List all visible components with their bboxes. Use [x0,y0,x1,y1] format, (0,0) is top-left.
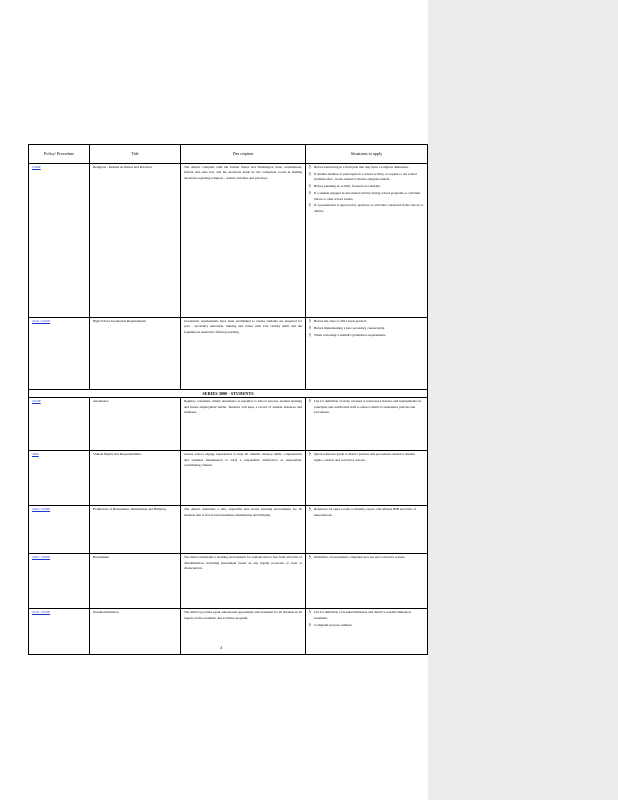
policy-description: The district provides equal educational opportunity and treatment for all students in all aspects of the academic and activities program. [181,609,306,655]
policy-link[interactable]: 3210 / 3210P [32,610,51,615]
comments-pane [428,0,618,800]
situation-item: § Before the class of 2021 starts grade 9. [309,319,424,324]
policy-description: The district maintains a learning environment for students that is free from all forms of discrimination, including harassment based on any legally protected or class or characteristic. [181,554,306,609]
policy-number-cell [29,554,90,609]
policy-number-cell [29,451,90,506]
policy-number-cell [29,164,90,318]
policy-table [28,144,428,655]
table-header-row [29,145,428,164]
policy-title: High School Graduation Requirements [90,318,181,390]
table-row [29,506,428,554]
situation-item: § If a student engages in devotional activity during school programs or activities before or after school events. [309,191,424,202]
situation-item: § If a presentation is approved by practices or activities conducted in the school or district. [309,203,424,214]
policy-title: Student Rights and Responsibilities [90,451,181,506]
policy-description: The district maintains a safe, respectful and secure learning environment for all students that is free from harassment, intimidation and bullying. [181,506,306,554]
policy-description: Regular, consistent, timely attendance is essential to school success, student learning and future employment habits. Teachers will keep a record of student absences and tardiness. [181,398,306,451]
policy-link[interactable]: 3205 / 3205P [32,555,51,560]
policy-number-cell [29,609,90,655]
policy-number-cell [29,398,90,451]
policy-title: Prohibition of Harassment, Intimidation and Bullying [90,506,181,554]
situations-cell [306,609,428,655]
policy-number-cell [29,506,90,554]
situation-item: § If student declines to participate in a school activity or request to use school facilities after - hours related to his/her religious beliefs. [309,172,424,183]
header-situations: Situations to apply [306,145,428,164]
table-row [29,318,428,390]
situations-cell [306,451,428,506]
situation-item: § List for definition of nondiscrimination and district's nondiscrimination statement. [309,610,424,621]
policy-link[interactable]: 3122P [32,399,41,404]
situation-item: § Quick reference guide to district policies and procedures related to student rights, conduct and corrective actions. [309,452,424,463]
situation-item: § Before implementing a new secondary course/study. [309,326,424,331]
policy-link[interactable]: 3204 / 3204P [32,507,51,512]
table-row [29,164,428,318]
policy-title: Harassment [90,554,181,609]
series-label: SERIES 3000 - STUDENTS [29,390,428,398]
policy-description: Assure school engage experiences to help all students develop skills, competencies and attitudes fundamental to early a responsible satisfaction as responsible, contributing citizens. [181,451,306,506]
situation-item: § Complaint process outlined. [309,623,424,628]
policy-number-cell [29,318,90,390]
situation-item: § Before planning an activity focused on a holiday. [309,184,424,189]
page-number: 4 [220,645,222,650]
situation-item: § Reference for steps to take to identify, report, and address HIB and form of interventions. [309,507,424,518]
table-row [29,609,428,655]
situations-cell [306,506,428,554]
header-policy: Policy/ Procedure [29,145,90,164]
policy-title: Attendance [90,398,181,451]
policy-description: The district complies with the United States and Washington State constitutions, federal and state law, and the decisions made by the competent courts in making decisions regarding religious - related activities and practices. [181,164,306,318]
table-body [29,164,428,655]
situation-item: § When reviewing a student's graduation requirements. [309,333,424,338]
situation-item: § Definition of harassment, complaint process and corrective actions. [309,555,424,560]
table-row [29,451,428,506]
situations-cell [306,318,428,390]
table-row [29,398,428,451]
situations-cell [306,554,428,609]
policy-link[interactable]: 3200 [32,452,39,457]
policy-link[interactable]: 2410 / 2410P [32,319,51,323]
policy-title: Religious - Related Activities and Practices [90,164,181,318]
policy-title: Nondiscrimination [90,609,181,655]
situation-item: § Before instructing in a field plan that may have a religious dimension. [309,165,424,170]
policy-description: Graduation requirements have been established to ensure students are prepared for post - secondary education, training and career with 21st century skills and the foundations needed for lifelong learning. [181,318,306,390]
situation-item: § List for definition of tardy, excused or unexcused absence and requirements for principals and certificated staff to enforce district's attendance policies and procedures. [309,399,424,415]
situations-cell [306,398,428,451]
policy-link[interactable]: 2340P [32,165,41,169]
situations-cell [306,164,428,318]
series-row [29,390,428,398]
header-description: Des cription [181,145,306,164]
table-row [29,554,428,609]
header-title: Title [90,145,181,164]
